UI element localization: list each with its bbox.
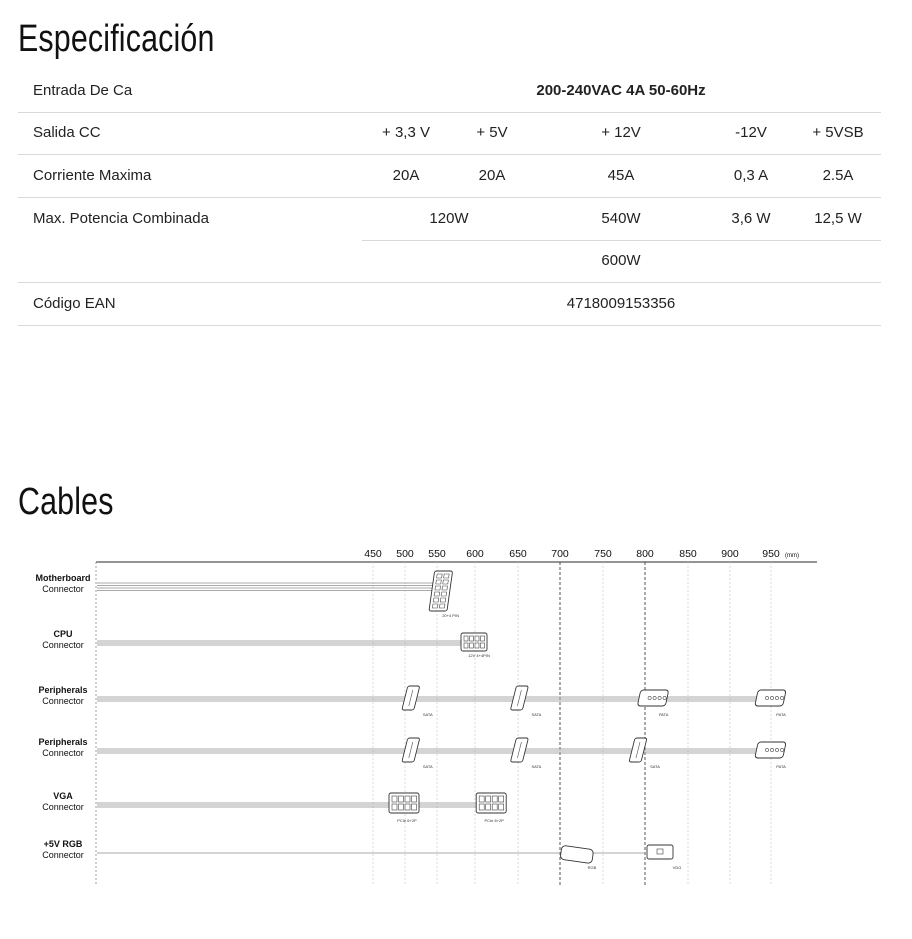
max-current-neg12v: 0,3 A — [733, 167, 769, 184]
row-divider — [18, 154, 881, 155]
cable-row — [42, 629, 490, 658]
axis-tick-label: 800 — [636, 548, 654, 560]
max-current-5vsb: 2.5A — [822, 167, 854, 184]
rgb-connector-icon — [560, 845, 594, 863]
connector-label: 12V 4+4PIN — [468, 653, 490, 658]
dc-output-3v3: + 3,3 V — [382, 124, 430, 141]
axis-tick-label: 600 — [466, 548, 484, 560]
pata-connector-icon — [755, 742, 786, 758]
max-power-5vsb: 12,5 W — [814, 210, 862, 227]
axis-tick-label: 450 — [364, 548, 382, 560]
dc-output-neg12v: -12V — [735, 124, 767, 141]
dc-output-label: Salida CC — [33, 124, 101, 141]
sata-connector-icon — [402, 738, 420, 762]
max-power-neg12v: 3,6 W — [731, 210, 771, 227]
max-power-12v: 540W — [601, 210, 641, 227]
connector-label: PATA — [776, 712, 786, 717]
spec-title: Especificación — [18, 18, 215, 60]
row-divider — [18, 282, 881, 283]
cable-name: Peripherals — [38, 737, 88, 747]
ean-label: Código EAN — [33, 295, 116, 312]
pata-connector-icon — [637, 690, 668, 706]
connector-label: RGB — [587, 865, 597, 870]
max-current-3v3: 20A — [392, 167, 420, 184]
cable-type: Connector — [42, 584, 84, 594]
cable-name: CPU — [53, 629, 73, 639]
cpu-connector-icon — [461, 633, 487, 651]
max-power-total: 600W — [601, 252, 641, 269]
max-current-5v: 20A — [478, 167, 506, 184]
ean-value: 4718009153356 — [566, 295, 676, 312]
sata-connector-icon — [402, 686, 420, 710]
connector-label: SATA — [650, 764, 660, 769]
row-divider — [18, 325, 881, 326]
cable-type: Connector — [42, 850, 84, 860]
cable-type: Connector — [42, 640, 84, 650]
max-power-label: Max. Potencia Combinada — [33, 210, 209, 227]
vdg-connector-icon — [647, 845, 673, 859]
connector-label: SATA — [422, 712, 433, 717]
axis-tick-label: 550 — [428, 548, 446, 560]
atx-connector-icon — [429, 571, 453, 611]
cable-name: +5V RGB — [43, 839, 83, 849]
max-current-label: Corriente Maxima — [33, 167, 152, 184]
connector-label: 20+4 PIN — [442, 613, 459, 618]
cables-diagram — [0, 540, 912, 890]
cable-row — [42, 839, 681, 870]
cable-row — [42, 791, 506, 823]
row-divider — [18, 112, 881, 113]
dc-output-12v: + 12V — [601, 124, 641, 141]
cable-name: VGA — [53, 791, 73, 801]
row-divider — [18, 197, 881, 198]
max-power-3v3-5v: 120W — [429, 210, 469, 227]
cable-row — [38, 685, 786, 717]
axis-tick-label: 950 — [762, 548, 780, 560]
max-current-12v: 45A — [607, 167, 635, 184]
axis-tick-label: 500 — [396, 548, 414, 560]
row-divider — [362, 240, 881, 241]
dc-output-5v: + 5V — [476, 124, 508, 141]
pcie-connector-icon — [476, 793, 506, 813]
cable-type: Connector — [42, 696, 84, 706]
cable-row — [38, 737, 786, 769]
sata-connector-icon — [629, 738, 647, 762]
dc-output-5vsb: + 5VSB — [812, 124, 864, 141]
sata-connector-icon — [510, 686, 528, 710]
axis-tick-label: 750 — [594, 548, 612, 560]
connector-label: PATA — [658, 712, 669, 717]
axis-tick-label: 850 — [679, 548, 697, 560]
cable-name: Peripherals — [38, 685, 88, 695]
connector-label: PCIe 6+2P — [484, 818, 504, 823]
connector-label: SATA — [422, 764, 433, 769]
ac-input-label: Entrada De Ca — [33, 82, 133, 99]
cables-title: Cables — [18, 481, 114, 523]
axis-tick-label: 700 — [551, 548, 569, 560]
connector-label: PCIe 6+2P — [397, 818, 417, 823]
connector-label: SATA — [531, 712, 542, 717]
pata-connector-icon — [755, 690, 786, 706]
connector-label: VDG — [672, 865, 682, 870]
axis-tick-label: 900 — [721, 548, 739, 560]
axis-tick-label: 650 — [509, 548, 527, 560]
cable-name: Motherboard — [35, 573, 91, 583]
axis-unit-label: (mm) — [785, 553, 799, 559]
cable-row — [36, 571, 460, 618]
cable-type: Connector — [42, 802, 84, 812]
sata-connector-icon — [510, 738, 528, 762]
connector-label: PATA — [776, 764, 786, 769]
pcie-connector-icon — [389, 793, 419, 813]
connector-label: SATA — [531, 764, 542, 769]
ac-input-value: 200-240VAC 4A 50-60Hz — [536, 82, 706, 99]
cable-type: Connector — [42, 748, 84, 758]
